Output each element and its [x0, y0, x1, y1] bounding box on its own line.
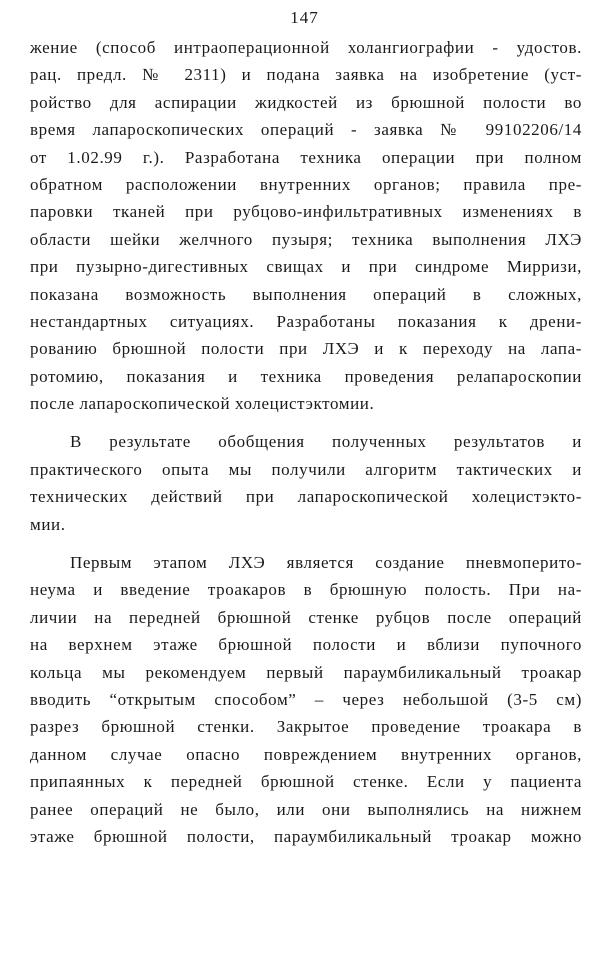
text-line: вводить “открытым способом” – через небольшой (3-5 см)	[30, 689, 582, 709]
text-line: Первым этапом ЛХЭ является создание пневмоперито-	[70, 553, 582, 573]
text-line: этаже брюшной полости, параумбиликальный троакар можно	[30, 826, 582, 846]
text-line: после лапароскопической холецистэктомии.	[30, 394, 375, 414]
text-line: неума и введение троакаров в брюшную полость. При на-	[30, 580, 582, 600]
text-line: паровки тканей при рубцово-инфильтративных изменениях в	[30, 202, 582, 222]
paragraph-2	[30, 428, 582, 538]
text-line: нестандартных ситуациях. Разработаны показания к дрени-	[30, 311, 582, 331]
text-line: от 1.02.99 г.). Разработана техника операции при полном	[30, 147, 582, 167]
text-line: кольца мы рекомендуем первый параумбиликальный троакар	[30, 662, 582, 682]
page-number: 147	[290, 8, 319, 27]
text-line: время лапароскопических операций - заявка № 99102206/14	[30, 120, 582, 140]
text-line: обратном расположении внутренних органов; правила пре-	[30, 174, 582, 194]
text-line: практического опыта мы получили алгоритм тактических и	[30, 459, 582, 479]
text-line: рац. предл. № 2311) и подана заявка на изобретение (уст-	[30, 65, 582, 85]
text-line: ранее операций не было, или они выполнялись на нижнем	[30, 799, 582, 819]
text-line: на верхнем этаже брюшной полости и вблизи пупочного	[30, 635, 582, 655]
text-line: рованию брюшной полости при ЛХЭ и к переходу на лапа-	[30, 339, 582, 359]
paragraph-3	[30, 549, 582, 850]
text-line: технических действий при лапароскопической холецистэкто-	[30, 487, 582, 507]
text-line: припаянных к передней брюшной стенке. Если у пациента	[30, 772, 582, 792]
text-line: показана возможность выполнения операций в сложных,	[30, 284, 582, 304]
text-line: ротомию, показания и техника проведения релапароскопии	[30, 366, 582, 386]
paragraph-gap	[30, 417, 582, 428]
text-line: В результате обобщения полученных результатов и	[70, 432, 582, 452]
text-line: личии на передней брюшной стенке рубцов после операций	[30, 607, 582, 627]
paragraph-gap	[30, 538, 582, 549]
text-line: жение (способ интраоперационной холангиографии - удостов.	[30, 38, 582, 57]
document-body	[30, 34, 582, 850]
paragraph-1	[30, 34, 582, 417]
text-line: ройство для аспирации жидкостей из брюшной полости во	[30, 92, 582, 112]
text-line: мии.	[30, 514, 66, 534]
text-line: разрез брюшной стенки. Закрытое проведение троакара в	[30, 717, 582, 737]
text-line: при пузырно-дигестивных свищах и при синдроме Мирризи,	[30, 257, 582, 277]
text-line: области шейки желчного пузыря; техника выполнения ЛХЭ	[30, 229, 582, 249]
text-line: данном случае опасно повреждением внутренних органов,	[30, 744, 582, 764]
